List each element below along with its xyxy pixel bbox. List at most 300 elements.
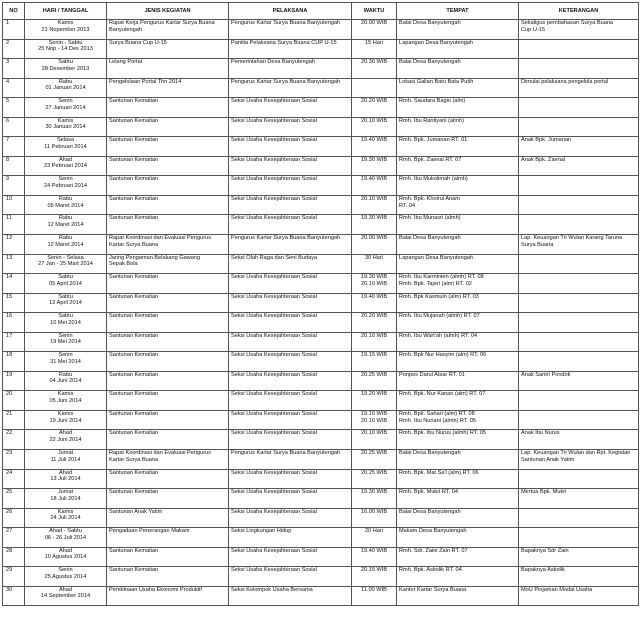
cell-pelaksana <box>229 59 352 79</box>
table-row <box>3 508 639 528</box>
cell-hari-tanggal-line: Senin <box>58 176 73 183</box>
cell-pelaksana <box>229 430 352 450</box>
cell-pelaksana-line: Seksi Usaha Kesejahteraan Sosial <box>231 371 317 378</box>
cell-hari-tanggal-line: 10 Agustus 2014 <box>44 554 87 561</box>
cell-waktu <box>352 59 397 79</box>
cell-no: 4 <box>3 78 25 98</box>
cell-hari-tanggal-line: Ahad <box>58 547 73 554</box>
cell-keterangan-line: Mertua Bpk. Mukri <box>521 489 567 496</box>
cell-waktu-line: 20.10 WIB <box>360 195 388 202</box>
cell-waktu-line: 20.10 WIB <box>360 280 388 287</box>
cell-tempat <box>397 567 519 587</box>
cell-hari-tanggal-line: 06 - 26 Juli 2014 <box>44 534 87 541</box>
cell-no: 25 <box>3 489 25 509</box>
cell-keterangan-line: Anak Ibu Nurus <box>521 430 560 437</box>
cell-pelaksana-line: Seksi Usaha Kesejahteraan Sosial <box>231 195 317 202</box>
table-body <box>3 20 639 606</box>
cell-pelaksana-line: Seksi Usaha Kesejahteraan Sosial <box>231 352 317 359</box>
cell-hari-tanggal-line: 25 Nop - 14 Des 2013 <box>38 46 93 53</box>
cell-keterangan <box>519 98 639 118</box>
cell-hari-tanggal <box>25 117 107 137</box>
cell-pelaksana-line: Seksi Usaha Kesejahteraan Sosial <box>231 137 317 144</box>
cell-hari-tanggal-line: 01 Januari 2014 <box>45 85 86 92</box>
cell-hari-tanggal <box>25 254 107 274</box>
cell-jenis-kegiatan <box>107 469 229 489</box>
cell-tempat-line: Rmh. Bpk. Askolik RT. 04 <box>399 567 462 574</box>
cell-pelaksana-line: Seksi Usaha Kesejahteraan Sosial <box>231 547 317 554</box>
cell-jenis-kegiatan-line: Santunan Kematian <box>109 410 159 417</box>
cell-pelaksana-line: Seksi Usaha Kesejahteraan Sosial <box>231 469 317 476</box>
cell-keterangan <box>519 176 639 196</box>
cell-hari-tanggal-line: 30 Januari 2014 <box>45 124 86 131</box>
cell-hari-tanggal-line: Kamis <box>57 117 74 124</box>
cell-waktu-line: 20.25 WIB <box>360 469 388 476</box>
cell-no: 24 <box>3 469 25 489</box>
cell-hari-tanggal-line: 21 Nopember 2013 <box>41 26 90 33</box>
cell-waktu <box>352 78 397 98</box>
table-row <box>3 313 639 333</box>
cell-pelaksana <box>229 176 352 196</box>
cell-hari-tanggal-line: 25 Agustus 2014 <box>44 573 87 580</box>
cell-hari-tanggal <box>25 469 107 489</box>
cell-hari-tanggal-line: 12 Maret 2014 <box>47 241 84 248</box>
cell-hari-tanggal-line: Sabtu <box>58 59 73 66</box>
cell-hari-tanggal-line: Senin <box>58 98 73 105</box>
cell-hari-tanggal-line: Rabu <box>58 235 73 242</box>
cell-waktu <box>352 293 397 313</box>
cell-hari-tanggal-line: Sabtu <box>58 274 73 281</box>
cell-waktu <box>352 215 397 235</box>
cell-pelaksana <box>229 274 352 294</box>
cell-waktu <box>352 176 397 196</box>
cell-jenis-kegiatan <box>107 489 229 509</box>
cell-hari-tanggal-line: 19 Mei 2014 <box>50 339 81 346</box>
cell-jenis-kegiatan-line: Santunan Kematian <box>109 313 159 320</box>
cell-jenis-kegiatan <box>107 78 229 98</box>
cell-waktu-line: 19.30 WIB <box>360 489 388 496</box>
cell-pelaksana-line: Seksi Usaha Kesejahteraan Sosial <box>231 410 317 417</box>
cell-jenis-kegiatan <box>107 547 229 567</box>
cell-tempat <box>397 313 519 333</box>
cell-no: 18 <box>3 352 25 372</box>
cell-tempat-line: Lapangan Desa Banyutengah <box>399 39 474 46</box>
cell-tempat <box>397 78 519 98</box>
cell-hari-tanggal-line: Ahad <box>58 156 73 163</box>
table-row <box>3 156 639 176</box>
cell-tempat-line: Rmh. Bpk Nur Hasyim (alm) RT. 06 <box>399 352 487 359</box>
cell-keterangan <box>519 59 639 79</box>
cell-hari-tanggal-line: Ahad - Sabtu <box>49 528 82 535</box>
cell-jenis-kegiatan <box>107 313 229 333</box>
cell-hari-tanggal <box>25 567 107 587</box>
cell-pelaksana <box>229 98 352 118</box>
cell-waktu-line: 20 Hari <box>364 528 384 535</box>
cell-hari-tanggal-line: Jumat <box>57 450 74 457</box>
cell-jenis-kegiatan-line: Surya Buana Cup U-15 <box>109 39 167 46</box>
cell-keterangan <box>519 371 639 391</box>
cell-jenis-kegiatan <box>107 293 229 313</box>
cell-tempat-line: Rmh. Ibu Munasri (almh) <box>399 215 461 222</box>
cell-pelaksana-line: Seksi Usaha Kesejahteraan Sosial <box>231 215 317 222</box>
cell-keterangan <box>519 508 639 528</box>
cell-pelaksana-line: Seksi Usaha Kesejahteraan Sosial <box>231 156 317 163</box>
cell-hari-tanggal-line: Kamis <box>57 410 74 417</box>
table-row <box>3 430 639 450</box>
cell-jenis-kegiatan-line: Santunan Kematian <box>109 274 159 281</box>
cell-jenis-kegiatan <box>107 156 229 176</box>
cell-jenis-kegiatan <box>107 176 229 196</box>
cell-hari-tanggal <box>25 137 107 157</box>
cell-waktu <box>352 528 397 548</box>
cell-pelaksana-line: Seksi Usaha Kesejahteraan Sosial <box>231 332 317 339</box>
cell-waktu <box>352 313 397 333</box>
cell-tempat <box>397 215 519 235</box>
cell-waktu <box>352 156 397 176</box>
cell-no: 11 <box>3 215 25 235</box>
cell-hari-tanggal <box>25 195 107 215</box>
cell-tempat-line: Lokasi Galian Batu Bata Putih <box>399 78 474 85</box>
cell-tempat-line: Rmh. Ibu Mukolimah (almh) <box>399 176 468 183</box>
cell-jenis-kegiatan <box>107 235 229 255</box>
cell-tempat <box>397 117 519 137</box>
cell-hari-tanggal <box>25 98 107 118</box>
cell-hari-tanggal-line: Senin <box>58 332 73 339</box>
cell-pelaksana <box>229 547 352 567</box>
cell-pelaksana <box>229 352 352 372</box>
cell-waktu-line: 30 Hari <box>364 254 384 261</box>
cell-keterangan-line: Sekaligus pembahasan Surya Buana <box>521 20 614 26</box>
cell-no: 14 <box>3 274 25 294</box>
header-tempat: TEMPAT <box>397 3 519 20</box>
cell-tempat-line: Rmh. Bpk. Mat Sa'l (alm) RT. 06 <box>399 469 479 476</box>
cell-tempat <box>397 469 519 489</box>
cell-jenis-kegiatan-line: Santunan Kematian <box>109 195 159 202</box>
cell-no: 30 <box>3 586 25 606</box>
cell-hari-tanggal <box>25 215 107 235</box>
table-row <box>3 391 639 411</box>
cell-tempat <box>397 332 519 352</box>
cell-keterangan <box>519 20 639 40</box>
table-row <box>3 78 639 98</box>
cell-waktu-line: 19.40 WIB <box>360 137 388 144</box>
cell-keterangan-line: Anak Bpk. Jumanan <box>521 137 572 144</box>
cell-hari-tanggal-line: Sabtu <box>58 313 73 320</box>
cell-jenis-kegiatan-line: Pengadaan Penerangan Makam <box>109 528 190 535</box>
cell-no: 22 <box>3 430 25 450</box>
cell-pelaksana-line: Seksi Olah Raga dan Seni Budaya <box>231 254 318 261</box>
cell-tempat <box>397 586 519 606</box>
cell-hari-tanggal <box>25 78 107 98</box>
table-row <box>3 274 639 294</box>
table-header-row <box>3 3 639 20</box>
cell-keterangan <box>519 352 639 372</box>
cell-waktu-line: 20.15 WIB <box>360 567 388 574</box>
cell-keterangan <box>519 195 639 215</box>
cell-hari-tanggal <box>25 450 107 470</box>
cell-no: 2 <box>3 39 25 59</box>
cell-hari-tanggal-line: 24 Pebruari 2014 <box>44 182 87 189</box>
cell-tempat-line: Balai Desa Banyutengah <box>399 508 461 515</box>
cell-jenis-kegiatan-line: Kartar Surya Buana <box>109 241 159 248</box>
cell-waktu-line: 19.30 WIB <box>360 156 388 163</box>
cell-keterangan <box>519 410 639 430</box>
table-row <box>3 117 639 137</box>
cell-tempat <box>397 274 519 294</box>
cell-hari-tanggal-line: 13 Juli 2014 <box>50 476 81 483</box>
cell-waktu <box>352 352 397 372</box>
cell-hari-tanggal <box>25 489 107 509</box>
cell-keterangan <box>519 156 639 176</box>
cell-pelaksana <box>229 195 352 215</box>
cell-waktu <box>352 20 397 40</box>
cell-keterangan-line: Bapaknya Sdr Zain <box>521 547 569 554</box>
cell-hari-tanggal <box>25 430 107 450</box>
cell-waktu-line: 15 Hari <box>364 39 384 46</box>
cell-jenis-kegiatan-line: Santunan Kematian <box>109 332 159 339</box>
cell-waktu-line: 19.40 WIB <box>360 293 388 300</box>
cell-jenis-kegiatan-line: Santunan Kematian <box>109 156 159 163</box>
cell-waktu-line: 19.30 WIB <box>360 274 388 281</box>
cell-pelaksana <box>229 156 352 176</box>
cell-pelaksana-line: Seksi Usaha Kesejahteraan Sosial <box>231 313 317 320</box>
cell-no: 21 <box>3 410 25 430</box>
cell-waktu <box>352 547 397 567</box>
cell-waktu-line: 19.40 WIB <box>360 547 388 554</box>
cell-pelaksana <box>229 293 352 313</box>
cell-keterangan-line: Dimulai pelaksana pengelola portal <box>521 78 609 85</box>
table-row <box>3 489 639 509</box>
table-row <box>3 371 639 391</box>
table-row <box>3 235 639 255</box>
cell-pelaksana-line: Pengurus Kartar Surya Buana Banyutengah <box>231 78 341 85</box>
cell-waktu-line: 20.10 WIB <box>360 117 388 124</box>
cell-waktu <box>352 489 397 509</box>
cell-keterangan <box>519 313 639 333</box>
cell-keterangan <box>519 117 639 137</box>
cell-tempat-line: Balai Desa Banyutengah <box>399 20 461 26</box>
cell-no: 23 <box>3 450 25 470</box>
cell-hari-tanggal-line: 05 April 2014 <box>49 280 82 287</box>
cell-jenis-kegiatan-line: Lelang Portal <box>109 59 142 66</box>
cell-waktu <box>352 235 397 255</box>
cell-tempat <box>397 391 519 411</box>
cell-waktu <box>352 430 397 450</box>
cell-waktu-line: 20.25 WIB <box>360 371 388 378</box>
cell-jenis-kegiatan-line: Santunan Kematian <box>109 469 159 476</box>
cell-hari-tanggal <box>25 176 107 196</box>
cell-hari-tanggal-line: Rabu <box>58 371 73 378</box>
table-row <box>3 98 639 118</box>
cell-hari-tanggal <box>25 508 107 528</box>
cell-pelaksana <box>229 567 352 587</box>
table-row <box>3 410 639 430</box>
cell-no: 19 <box>3 371 25 391</box>
table-row <box>3 59 639 79</box>
cell-tempat <box>397 410 519 430</box>
cell-hari-tanggal-line: Rabu <box>58 215 73 222</box>
cell-keterangan-line: Santunan Anak Yatim <box>521 456 575 463</box>
cell-tempat-line: Rmh. Bpk. Zaenal RT. 07 <box>399 156 462 163</box>
cell-jenis-kegiatan <box>107 567 229 587</box>
cell-no: 5 <box>3 98 25 118</box>
cell-hari-tanggal <box>25 391 107 411</box>
cell-jenis-kegiatan-line: Pengelolaan Portal Thn 2014 <box>109 78 182 85</box>
cell-hari-tanggal <box>25 235 107 255</box>
cell-tempat <box>397 137 519 157</box>
cell-jenis-kegiatan-line: Rapat Koordinasi dan Evaluasi Pengurus <box>109 450 211 457</box>
header-hari: HARI / TANGGAL <box>25 3 107 20</box>
cell-hari-tanggal <box>25 586 107 606</box>
cell-pelaksana <box>229 528 352 548</box>
cell-no: 27 <box>3 528 25 548</box>
cell-waktu-line: 20.10 WIB <box>360 430 388 437</box>
cell-no: 17 <box>3 332 25 352</box>
cell-keterangan <box>519 78 639 98</box>
cell-keterangan <box>519 215 639 235</box>
cell-waktu-line: 20.00 WIB <box>360 20 388 26</box>
cell-jenis-kegiatan <box>107 195 229 215</box>
table-row <box>3 586 639 606</box>
cell-waktu <box>352 98 397 118</box>
cell-tempat <box>397 450 519 470</box>
cell-keterangan <box>519 274 639 294</box>
cell-pelaksana-line: Seksi Usaha Kesejahteraan Sosial <box>231 117 317 124</box>
cell-pelaksana <box>229 332 352 352</box>
cell-pelaksana-line: Seksi Usaha Kesejahteraan Sosial <box>231 176 317 183</box>
cell-keterangan <box>519 586 639 606</box>
cell-tempat-line: Balai Desa Banyutengah <box>399 235 461 242</box>
cell-jenis-kegiatan-line: Santunan Kematian <box>109 547 159 554</box>
schedule-document <box>2 2 638 606</box>
table-row <box>3 469 639 489</box>
cell-hari-tanggal <box>25 410 107 430</box>
cell-no: 3 <box>3 59 25 79</box>
cell-hari-tanggal-line: 27 Januari 2014 <box>45 104 86 111</box>
cell-hari-tanggal-line: 12 Maret 2014 <box>47 222 84 229</box>
cell-hari-tanggal-line: Rabu <box>58 195 73 202</box>
cell-jenis-kegiatan-line: Jaring Pengaman Belakang Gawang <box>109 254 201 261</box>
cell-waktu-line: 19.40 WIB <box>360 176 388 183</box>
cell-pelaksana-line: Seksi Usaha Kesejahteraan Sosial <box>231 274 317 281</box>
cell-tempat <box>397 254 519 274</box>
header-no: NO <box>3 3 25 20</box>
cell-jenis-kegiatan-line: Santunan Kematian <box>109 117 159 124</box>
cell-tempat-line: Balai Desa Banyutengah <box>399 59 461 66</box>
cell-waktu <box>352 117 397 137</box>
cell-no: 9 <box>3 176 25 196</box>
cell-tempat-line: Makam Desa Banyutengah <box>399 528 467 535</box>
cell-keterangan <box>519 332 639 352</box>
cell-pelaksana <box>229 410 352 430</box>
table-row <box>3 215 639 235</box>
cell-waktu-line: 20.30 WIB <box>360 59 388 66</box>
cell-jenis-kegiatan <box>107 508 229 528</box>
cell-tempat <box>397 156 519 176</box>
cell-tempat <box>397 547 519 567</box>
cell-pelaksana-line: Pengurus Kartar Surya Buana Banyutengah <box>231 20 341 26</box>
cell-no: 12 <box>3 235 25 255</box>
cell-pelaksana <box>229 391 352 411</box>
cell-hari-tanggal-line: 27 Jan - 25 Mart 2014 <box>38 261 93 268</box>
cell-tempat-line: Ponpes Darul Atsar RT. 01 <box>399 371 465 378</box>
cell-keterangan <box>519 450 639 470</box>
cell-keterangan <box>519 235 639 255</box>
cell-waktu-line: 16.00 WIB <box>360 508 388 515</box>
cell-waktu-line: 19.20 WIB <box>360 391 388 398</box>
cell-tempat-line: Kantor Kartar Surya Buana <box>399 586 467 593</box>
cell-tempat <box>397 371 519 391</box>
cell-jenis-kegiatan <box>107 20 229 40</box>
table-row <box>3 195 639 215</box>
cell-waktu <box>352 137 397 157</box>
cell-keterangan <box>519 547 639 567</box>
cell-tempat-line: Rmh. Ibu Wart'ah (almh) RT. 04 <box>399 332 478 339</box>
cell-waktu-line: 20.20 WIB <box>360 98 388 105</box>
cell-jenis-kegiatan <box>107 371 229 391</box>
cell-jenis-kegiatan <box>107 352 229 372</box>
table-row <box>3 176 639 196</box>
cell-hari-tanggal <box>25 59 107 79</box>
cell-hari-tanggal-line: 19 Juni 2014 <box>49 417 82 424</box>
header-waktu: WAKTU <box>352 3 397 20</box>
cell-tempat-line: Rmh. Sdr. Zaini Zain RT. 07 <box>399 547 468 554</box>
cell-waktu <box>352 391 397 411</box>
cell-keterangan <box>519 469 639 489</box>
cell-jenis-kegiatan-line: Sepak Bola <box>109 261 138 268</box>
table-row <box>3 547 639 567</box>
cell-no: 29 <box>3 567 25 587</box>
cell-hari-tanggal-line: Senin <box>58 567 73 574</box>
cell-hari-tanggal <box>25 20 107 40</box>
cell-keterangan-line: Cup U-15 <box>521 26 545 33</box>
cell-pelaksana <box>229 469 352 489</box>
cell-waktu <box>352 410 397 430</box>
cell-tempat-line: Rmh. Bpk. Sahari (alm) RT. 08 <box>399 410 475 417</box>
cell-hari-tanggal-line: Kamis <box>57 391 74 398</box>
cell-waktu <box>352 586 397 606</box>
table-row <box>3 352 639 372</box>
cell-tempat-line: Rmh. Bpk. Ibu Nurus (almh) RT. 05 <box>399 430 486 437</box>
cell-waktu <box>352 567 397 587</box>
cell-jenis-kegiatan-line: Santunan Anak Yatim <box>109 508 163 515</box>
cell-jenis-kegiatan-line: Santunan Kematian <box>109 352 159 359</box>
cell-pelaksana-line: Seksi Usaha Kesejahteraan Sosial <box>231 98 317 105</box>
cell-hari-tanggal-line: 14 September 2014 <box>40 593 91 600</box>
cell-hari-tanggal-line: 22 Juni 2014 <box>49 437 82 444</box>
cell-jenis-kegiatan-line: Santunan Kematian <box>109 176 159 183</box>
cell-tempat-line: Rmh. Ibu Rantiyani (almh) <box>399 117 464 124</box>
cell-tempat <box>397 528 519 548</box>
cell-pelaksana <box>229 39 352 59</box>
table-row <box>3 528 639 548</box>
table-row <box>3 293 639 313</box>
cell-hari-tanggal <box>25 39 107 59</box>
cell-tempat-line: Lapangan Desa Banyutengah <box>399 254 474 261</box>
cell-tempat <box>397 176 519 196</box>
cell-pelaksana <box>229 508 352 528</box>
cell-waktu-line: 20.20 WIB <box>360 313 388 320</box>
cell-hari-tanggal-line: Ahad <box>58 586 73 593</box>
cell-jenis-kegiatan-line: Rapat Kerja Pengurus Kartar Surya Buana <box>109 20 215 26</box>
cell-waktu <box>352 469 397 489</box>
cell-keterangan <box>519 567 639 587</box>
cell-keterangan-line: Lap. Keuangan Tri Wulan Karang Taruna <box>521 235 623 242</box>
cell-pelaksana <box>229 215 352 235</box>
table-row <box>3 20 639 40</box>
cell-pelaksana <box>229 117 352 137</box>
cell-jenis-kegiatan <box>107 430 229 450</box>
cell-pelaksana-line: Pengurus Kartar Surya Buana Banyutengah <box>231 235 341 242</box>
